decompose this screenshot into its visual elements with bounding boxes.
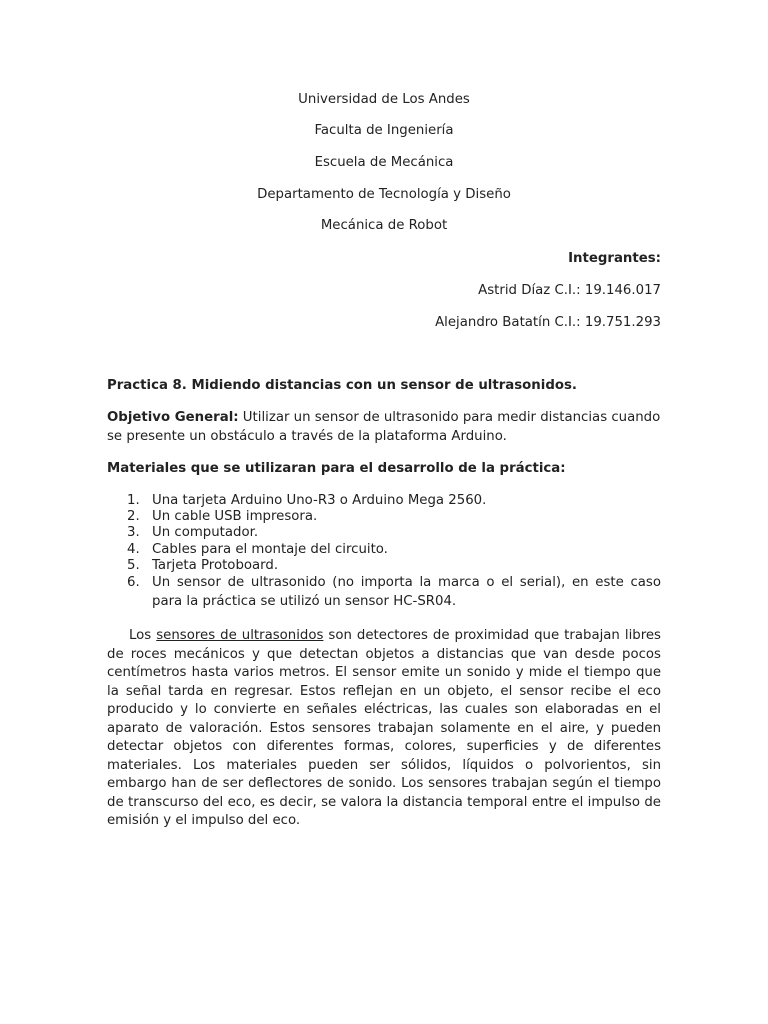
member-2: Alejandro Batatín C.I.: 19.751.293 (435, 315, 661, 330)
list-text: Un sensor de ultrasonido (no importa la marca o el serial), en este caso para la práctica se utilizó un sensor HC-SR04. (152, 575, 661, 609)
body-hyperlink[interactable]: sensores de ultrasonidos (156, 628, 324, 643)
faculty-name: Faculta de Ingeniería (314, 123, 454, 138)
materials-list (107, 493, 661, 611)
list-number: 1. (127, 493, 140, 508)
list-text: Un computador. (152, 525, 259, 541)
department-name: Departamento de Tecnología y Diseño (257, 187, 511, 202)
list-item (107, 525, 661, 541)
list-text: Un cable USB impresora. (152, 509, 318, 525)
university-name: Universidad de Los Andes (298, 92, 470, 107)
member-1: Astrid Díaz C.I.: 19.146.017 (478, 283, 661, 298)
members-heading: Integrantes: (568, 251, 661, 266)
list-item (107, 574, 661, 611)
body-paragraph (107, 627, 661, 831)
list-text: Cables para el montaje del circuito. (152, 541, 388, 557)
list-number: 5. (127, 557, 140, 573)
materials-heading: Materiales que se utilizaran para el desarrollo de la práctica: (107, 461, 566, 476)
list-text: Tarjeta Protoboard. (152, 557, 279, 573)
list-number: 4. (127, 541, 140, 557)
course-name: Mecánica de Robot (320, 218, 448, 233)
list-item (107, 493, 661, 509)
body-start: Los (129, 628, 157, 643)
list-text: Una tarjeta Arduino Uno-R3 o Arduino Mega 2560. (152, 493, 487, 508)
list-item (107, 542, 661, 558)
school-name: Escuela de Mecánica (314, 155, 454, 170)
objective-paragraph (107, 409, 661, 446)
objective-text: Utilizar un sensor de ultrasonido para medir distancias cuando se presente un obstáculo a través de la plataforma Arduino. (107, 410, 661, 444)
body-text: son detectores de proximidad que trabajan libres de roces mecánicos y que detectan objetos a distancias que van desde pocos centímetros hasta varios metros. El sensor emite un sonido y mide el tiempo que la señal tarda en regresar. Estos reflejan en un objeto, el sensor recibe el eco producido y lo convierte en señales eléctricas, las cuales son elaboradas en el aparato de valoración. Estos sensores trabajan solamente en el aire, y pueden detectar objetos con diferentes formas, colores, superficies y de diferentes materiales. Los materiales pueden ser sólidos, líquidos o polvorientos, sin embargo han de ser deflectores de sonido. Los sensores trabajan según el tiempo de transcurso del eco, es decir, se valora la distancia temporal entre el impulso de emisión y el impulso del eco. (107, 628, 661, 828)
list-item (107, 509, 661, 525)
list-number: 2. (127, 509, 140, 525)
practice-title: Practica 8. Midiendo distancias con un sensor de ultrasonidos. (107, 378, 577, 393)
list-number: 6. (127, 575, 140, 591)
list-number: 3. (127, 525, 140, 541)
list-item (107, 558, 661, 574)
objective-label: Objetivo General: (107, 410, 239, 425)
